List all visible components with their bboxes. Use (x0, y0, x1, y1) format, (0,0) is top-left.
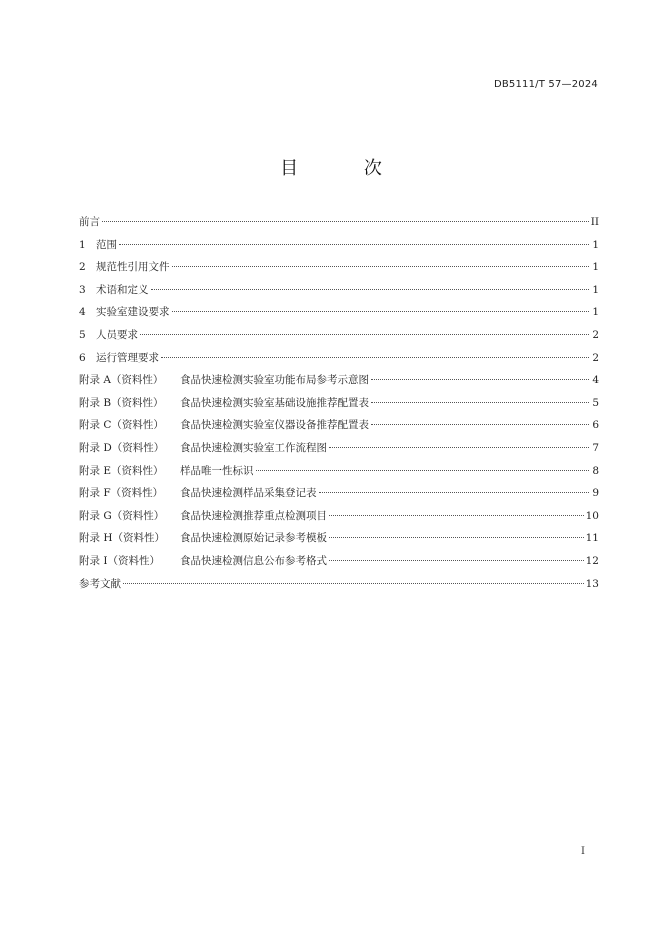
toc-entry-page: 1 (592, 261, 599, 274)
toc-entry-title: 运行管理要求 (96, 351, 159, 364)
toc-entry-page: 2 (592, 351, 599, 364)
toc-entry-appendix-label: 附录 I（资料性） (79, 554, 160, 567)
toc-dot-leader (172, 266, 590, 267)
toc-entry[interactable] (79, 282, 599, 305)
toc-entry-title: 食品快速检测实验室工作流程图 (180, 441, 327, 454)
toc-entry[interactable] (79, 395, 599, 418)
toc-entry-page: 2 (592, 328, 599, 341)
toc-dot-leader (140, 334, 589, 335)
toc-entry-title: 食品快速检测推荐重点检测项目 (180, 509, 327, 522)
toc-entry-title: 食品快速检测信息公布参考格式 (180, 554, 327, 567)
toc-entry-title: 参考文献 (79, 577, 121, 590)
toc-entry-title: 实验室建设要求 (96, 306, 170, 319)
toc-entry-number: 5 (79, 328, 86, 341)
toc-entry-title: 食品快速检测实验室基础设施推荐配置表 (180, 396, 369, 409)
toc-dot-leader (161, 357, 589, 358)
toc-entry-appendix-label: 附录 B（资料性） (79, 396, 164, 409)
toc-dot-leader (371, 379, 589, 380)
toc-entry-appendix-label: 附录 E（资料性） (79, 464, 164, 477)
toc-entry[interactable] (79, 350, 599, 373)
toc-dot-leader (102, 221, 589, 222)
toc-entry-title: 样品唯一性标识 (180, 464, 254, 477)
toc-entry-number: 2 (79, 261, 86, 274)
toc-entry-page: 9 (592, 487, 599, 500)
toc-entry-title: 食品快速检测实验室功能布局参考示意图 (180, 374, 369, 387)
toc-entry-title: 人员要求 (96, 328, 138, 341)
toc-entry-number: 4 (79, 306, 86, 319)
toc-entry[interactable] (79, 463, 599, 486)
toc-dot-leader (371, 402, 589, 403)
toc-dot-leader (329, 537, 584, 538)
toc-entry-page: 1 (592, 283, 599, 296)
toc-entry-page: 4 (592, 374, 599, 387)
toc-entry-title: 食品快速检测样品采集登记表 (180, 487, 317, 500)
toc-dot-leader (172, 311, 590, 312)
toc-entry[interactable] (79, 214, 599, 237)
toc-entry[interactable] (79, 304, 599, 327)
toc-entry[interactable] (79, 237, 599, 260)
toc-dot-leader (371, 424, 589, 425)
toc-entry[interactable] (79, 417, 599, 440)
toc-entry[interactable] (79, 485, 599, 508)
toc-entry[interactable] (79, 259, 599, 282)
toc-entry-appendix-label: 附录 F（资料性） (79, 487, 164, 500)
toc-entry-title: 术语和定义 (96, 283, 149, 296)
toc-entry-number: 6 (79, 351, 86, 364)
toc-entry-page: 12 (585, 554, 599, 567)
toc-entry-page: 1 (592, 238, 599, 251)
toc-dot-leader (329, 560, 584, 561)
toc-entry-number: 1 (79, 238, 86, 251)
toc-entry[interactable] (79, 327, 599, 350)
table-of-contents (79, 214, 599, 598)
toc-entry-title: 食品快速检测实验室仪器设备推荐配置表 (180, 419, 369, 432)
toc-entry-title: 范围 (96, 238, 117, 251)
toc-entry-number: 3 (79, 283, 86, 296)
toc-dot-leader (256, 470, 590, 471)
toc-dot-leader (151, 289, 590, 290)
toc-dot-leader (119, 244, 589, 245)
toc-entry-page: 7 (592, 441, 599, 454)
toc-entry[interactable] (79, 508, 599, 531)
toc-entry-page: 6 (592, 419, 599, 432)
toc-entry[interactable] (79, 372, 599, 395)
toc-dot-leader (123, 583, 584, 584)
toc-dot-leader (319, 492, 590, 493)
document-code: DB5111/T 57—2024 (493, 79, 598, 90)
toc-entry-page: 13 (585, 577, 599, 590)
toc-entry-title: 规范性引用文件 (96, 261, 170, 274)
toc-entry-page: 5 (592, 396, 599, 409)
toc-entry-appendix-label: 附录 C（资料性） (79, 419, 164, 432)
toc-entry[interactable] (79, 553, 599, 576)
page-title: 目 次 (280, 158, 412, 179)
toc-entry-page: 11 (585, 532, 599, 545)
toc-dot-leader (329, 515, 584, 516)
toc-entry[interactable] (79, 530, 599, 553)
toc-entry-page: 10 (585, 509, 599, 522)
toc-entry-page: 1 (592, 306, 599, 319)
toc-entry-appendix-label: 附录 A（资料性） (79, 374, 164, 387)
toc-entry-title: 食品快速检测原始记录参考模板 (180, 532, 327, 545)
toc-entry[interactable] (79, 576, 599, 599)
toc-entry-page: 8 (592, 464, 599, 477)
toc-entry-appendix-label: 附录 G（资料性） (79, 509, 165, 522)
toc-entry-appendix-label: 附录 D（资料性） (79, 441, 165, 454)
toc-entry-page: II (590, 216, 599, 228)
toc-entry-appendix-label: 附录 H（资料性） (79, 532, 165, 545)
page-number: I (581, 846, 585, 857)
toc-entry-title: 前言 (79, 216, 100, 228)
toc-dot-leader (329, 447, 589, 448)
toc-entry[interactable] (79, 440, 599, 463)
